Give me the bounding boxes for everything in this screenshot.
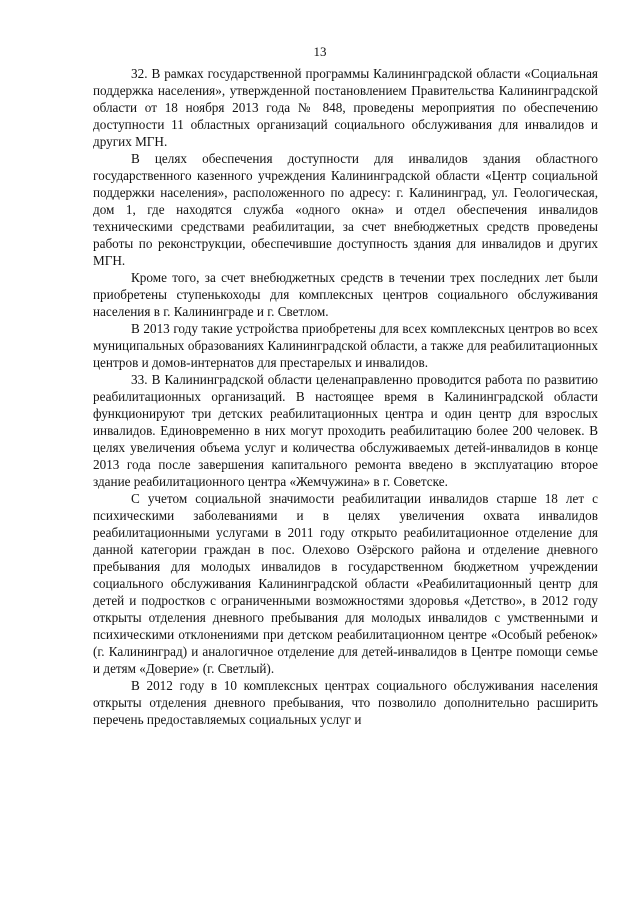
page-number: 13 [313,44,327,59]
document-body [93,65,598,728]
paragraph-day-care-2012: В 2012 году в 10 комплексных центрах социального обслуживания населения открыты отделения дневного пребывания, что позволило дополнительно расширить перечень предоставляемых социальных услуг и [93,678,598,727]
paragraph-32: 32. В рамках государственной программы Калининградской области «Социальная поддержка населения», утвержденной постановлением Правительства Калининградской области от 18 ноября 2013 года № 848, проведены мероприятия по обеспечению доступности 11 областных организаций социального обслуживания для инвалидов и других МГН. [93,66,598,149]
paragraph-2013-devices: В 2013 году такие устройства приобретены для всех комплексных центров во всех муниципальных образованиях Калининградской области, а также для реабилитационных центров и домов-интернатов для престарелых и инвалидов. [93,321,598,370]
paragraph-stair-climbers: Кроме того, за счет внебюджетных средств в течении трех последних лет были приобретены ступенькоходы для комплексных центров социального обслуживания населения в г. Калининграде и г. Светлом. [93,270,598,319]
paragraph-33: 33. В Калининградской области целенаправленно проводится работа по развитию реабилитационных организаций. В настоящее время в Калининградской области функционируют три детских реабилитационных центра и один центр для взрослых инвалидов. Единовременно в них могут проходить реабилитацию более 200 человек. В целях увеличения объема услуг и количества обслуживаемых детей-инвалидов в конце 2013 года после завершения капитального ремонта введено в эксплуатацию второе здание реабилитационного центра «Жемчужина» в г. Советске. [93,372,598,489]
paragraph-rehabilitation-departments: С учетом социальной значимости реабилитации инвалидов старше 18 лет с психическими заболеваниями и в целях увеличения охвата инвалидов реабилитационными услугами в 2011 году открыто реабилитационное отделение для данной категории граждан в пос. Олехово Озёрского района и отделение дневного пребывания для молодых инвалидов в государственном бюджетном учреждении социального обслуживания Калининградской области «Реабилитационный центр для детей и подростков с ограниченными возможностями здоровья «Детство», в 2012 году открыты отделения дневного пребывания для молодых инвалидов с умственными и психическими отклонениями при детском реабилитационном центре «Особый ребенок» (г. Калининград) и аналогичное отделение для детей-инвалидов в Центре помощи семье и детям «Доверие» (г. Светлый). [93,491,598,676]
paragraph-accessibility-center: В целях обеспечения доступности для инвалидов здания областного государственного казенного учреждения Калининградской области «Центр социальной поддержки населения», расположенного по адресу: г. Калининград, ул. Геологическая, дом 1, где находятся служба «одного окна» и отдел обеспечения инвалидов техническими средствами реабилитации, за счет внебюджетных средств проведены работы по реконструкции, обеспечившие доступность здания для инвалидов и других МГН. [93,151,598,268]
